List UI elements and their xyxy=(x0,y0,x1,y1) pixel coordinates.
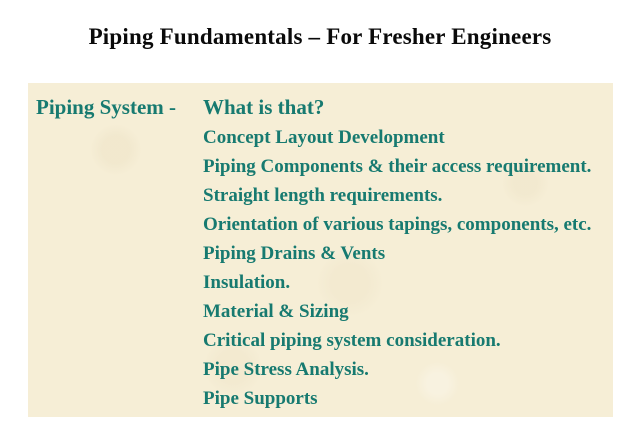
list-item: Pipe Stress Analysis. xyxy=(203,359,369,380)
content-column xyxy=(203,92,605,413)
list-item: Orientation of various tapings, components, etc. xyxy=(203,214,592,235)
list-item: Piping Components & their access requirement. xyxy=(203,156,592,177)
content-heading: What is that? xyxy=(203,95,325,119)
topic-list xyxy=(203,122,605,413)
list-item: Critical piping system consideration. xyxy=(203,330,501,351)
page-title: Piping Fundamentals – For Fresher Engineers xyxy=(88,24,552,49)
list-item: Insulation. xyxy=(203,272,291,293)
content-panel xyxy=(28,83,613,417)
list-item: Piping Drains & Vents xyxy=(203,243,386,264)
lead-label: Piping System - xyxy=(36,95,177,119)
list-item: Straight length requirements. xyxy=(203,185,443,206)
list-item: Pipe Supports xyxy=(203,388,318,409)
list-item: Concept Layout Development xyxy=(203,127,445,148)
list-item: Material & Sizing xyxy=(203,301,349,322)
